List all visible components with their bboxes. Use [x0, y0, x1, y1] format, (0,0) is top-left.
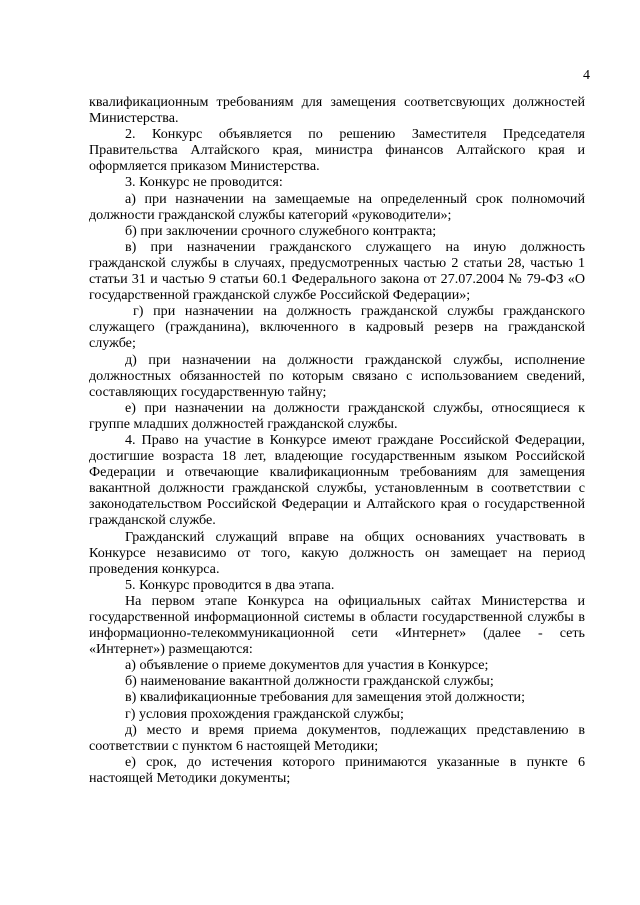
paragraph-item-2: 2. Конкурс объявляется по решению Заместителя Председателя Правительства Алтайского края, министра финансов Алтайского края и оформляется приказом Министерства. [89, 126, 585, 175]
paragraph-civil-servant: Гражданский служащий вправе на общих основаниях участвовать в Конкурсе независимо от того, какую должность он замещает на период проведения конкурса. [89, 528, 585, 577]
subitem-5d: д) место и время приема документов, подлежащих представлению в соответствии с пунктом 6 настоящей Методики; [89, 721, 585, 754]
subitem-3a: а) при назначении на замещаемые на определенный срок полномочий должности гражданской службы категорий «руководители»; [89, 190, 585, 223]
subitem-5a: а) объявление о приеме документов для участия в Конкурсе; [125, 657, 489, 674]
subitem-3v: в) при назначении гражданского служащего на иную должность гражданской службы в случаях, предусмотренных частью 2 статьи 28, частью 1 статьи 31 и частью 9 статьи 60.1 Федерального закона от 27.07.2004 № 79-ФЗ «О государственной гражданской службе Российской Федерации»; [89, 238, 585, 304]
subitem-3e: е) при назначении на должности гражданской службы, относящиеся к группе младших должностей гражданской службы. [89, 399, 585, 432]
paragraph-first-stage: На первом этапе Конкурса на официальных сайтах Министерства и государственной информационной системы в области государственной службы в информационно-телекоммуникационной сети «Интернет» (далее - сеть «Интернет») размещаются: [89, 592, 585, 658]
subitem-5e: е) срок, до истечения которого принимаются указанные в пункте 6 настоящей Методики документы; [89, 753, 585, 786]
document-body [89, 94, 585, 786]
subitem-3b: б) при заключении срочного служебного контракта; [125, 222, 437, 239]
paragraph-item-5: 5. Конкурс проводится в два этапа. [125, 576, 335, 593]
subitem-5b: б) наименование вакантной должности гражданской службы; [125, 673, 494, 690]
subitem-5g: г) условия прохождения гражданской службы; [125, 705, 404, 722]
paragraph-continuation: квалификационным требованиям для замещения соответсвующих должностей Министерства. [89, 94, 585, 127]
subitem-5v: в) квалификационные требования для замещения этой должности; [125, 689, 525, 706]
paragraph-item-4: 4. Право на участие в Конкурсе имеют граждане Российской Федерации, достигшие возраста 18 лет, владеющие государственным языком Российской Федерации и отвечающие квалификационным требованиям для замещения вакантной должности гражданской службы, установленным в соответствии с законодательством Российской Федерации и Алтайского края о государственной гражданской службе. [89, 431, 585, 529]
paragraph-item-3: 3. Конкурс не проводится: [125, 174, 283, 191]
subitem-3g: г) при назначении на должность гражданской службы гражданского служащего (гражданина), включенного в кадровый резерв на гражданской службе; [89, 303, 585, 352]
page-number: 4 [583, 68, 590, 83]
subitem-3d: д) при назначении на должности гражданской службы, исполнение должностных обязанностей по которым связано с использованием сведений, составляющих государственную тайну; [89, 351, 585, 400]
